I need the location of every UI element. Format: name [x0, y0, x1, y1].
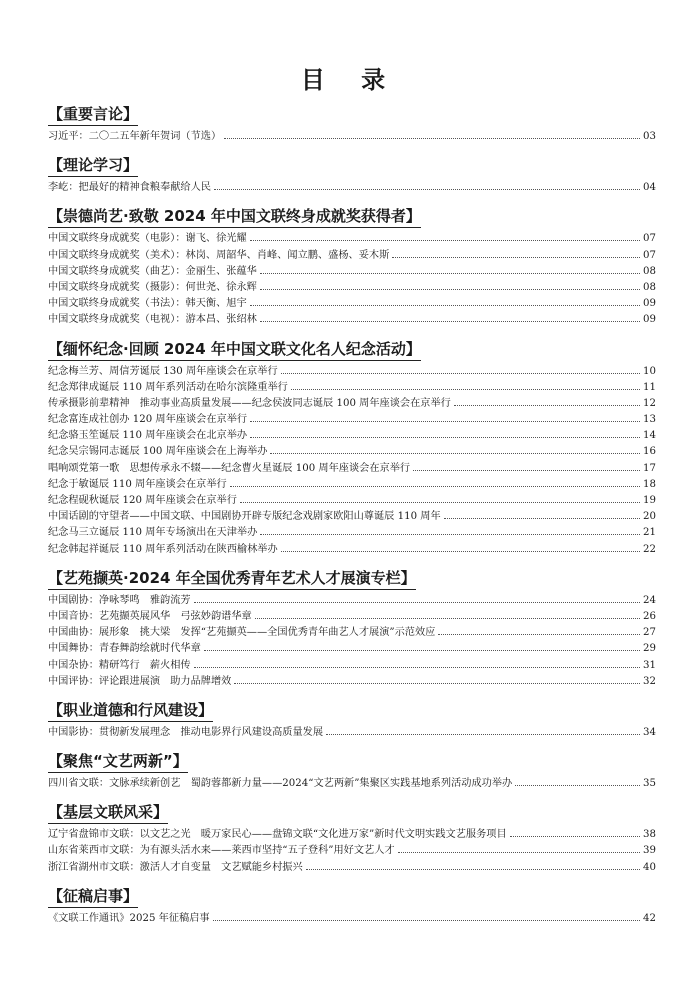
toc-entry[interactable]: [48, 625, 656, 641]
entry-title: 传承摄影前辈精神 推动事业高质量发展——纪念侯波同志诞辰 100 周年座谈会在京举行: [48, 397, 451, 409]
dot-leader: [281, 551, 640, 552]
entry-page-number: 21: [643, 527, 656, 539]
entry-title: 中国文联终身成就奖（电视）：游本昌、张绍林: [48, 314, 257, 326]
toc-entry[interactable]: [48, 509, 656, 525]
entry-title: 浙江省湖州市文联：激活人才自变量 文艺赋能乡村振兴: [48, 861, 303, 873]
toc-entry[interactable]: [48, 658, 656, 674]
entry-title: 中国文联终身成就奖（美术）：林岗、周韶华、肖峰、闻立鹏、盛杨、妥木斯: [48, 249, 390, 261]
dot-leader: [194, 667, 640, 668]
section-heading: 【崇德尚艺·致敬 2024 年中国文联终身成就奖获得者】: [48, 206, 421, 228]
entry-title: 中国音协：艺苑撷英展风华 弓弦妙韵谱华章: [48, 610, 252, 622]
toc-entry[interactable]: [48, 843, 656, 859]
toc-entry[interactable]: [48, 641, 656, 657]
toc-entry[interactable]: [48, 280, 656, 296]
toc-section: [48, 886, 656, 927]
entry-page-number: 29: [643, 643, 656, 655]
toc-entry[interactable]: [48, 248, 656, 264]
entry-title: 纪念梅兰芳、周信芳诞辰 130 周年座谈会在京举行: [48, 365, 278, 377]
entry-title: 中国文联终身成就奖（书法）：韩天衡、旭宇: [48, 298, 247, 310]
entry-page-number: 08: [643, 265, 656, 277]
toc-section: [48, 568, 656, 690]
entry-title: 中国文联终身成就奖（电影）：谢飞、徐光耀: [48, 233, 247, 245]
entry-title: 中国剧协：净咏琴鸣 雅韵流芳: [48, 594, 191, 606]
entry-page-number: 38: [643, 829, 656, 841]
dot-leader: [250, 421, 640, 422]
entry-title: 辽宁省盘锦市文联：以文艺之光 暖万家民心——盘锦文联“文化进万家”新时代文明实践文艺服务项目: [48, 829, 507, 841]
dot-leader: [224, 138, 640, 139]
entry-title: 中国文联终身成就奖（摄影）：何世尧、徐永辉: [48, 281, 257, 293]
section-heading: 【职业道德和行风建设】: [48, 700, 213, 722]
dot-leader: [240, 502, 640, 503]
entry-page-number: 17: [643, 462, 656, 474]
dot-leader: [250, 305, 640, 306]
toc-entry[interactable]: [48, 827, 656, 843]
entry-title: 中国文联终身成就奖（曲艺）：金丽生、张蕴华: [48, 265, 257, 277]
toc-section: [48, 155, 656, 196]
section-heading: 【艺苑撷英·2024 年全国优秀青年艺术人才展演专栏】: [48, 568, 416, 590]
dot-leader: [230, 486, 640, 487]
entry-title: 李屹：把最好的精神食粮奉献给人民: [48, 182, 211, 194]
entry-page-number: 26: [643, 610, 656, 622]
entry-page-number: 07: [643, 233, 656, 245]
section-heading: 【征稿启事】: [48, 886, 138, 908]
toc-section: [48, 339, 656, 558]
dot-leader: [291, 389, 640, 390]
dot-leader: [306, 869, 640, 870]
entry-title: 唱响颂党第一歌 思想传承永不辍——纪念曹火星诞辰 100 周年座谈会在京举行: [48, 462, 411, 474]
entry-title: 中国话剧的守望者——中国文联、中国剧协开辟专版纪念戏剧家欧阳山尊诞辰 110 周年: [48, 511, 441, 523]
dot-leader: [510, 836, 640, 837]
toc-entry[interactable]: [48, 428, 656, 444]
entry-page-number: 42: [643, 912, 656, 924]
dot-leader: [204, 650, 640, 651]
dot-leader: [260, 321, 640, 322]
entry-page-number: 13: [643, 414, 656, 426]
entry-page-number: 08: [643, 281, 656, 293]
toc-entry[interactable]: [48, 860, 656, 876]
dot-leader: [281, 373, 640, 374]
entry-page-number: 14: [643, 430, 656, 442]
toc-section: [48, 802, 656, 876]
toc-entry[interactable]: [48, 477, 656, 493]
dot-leader: [250, 437, 640, 438]
toc-entry[interactable]: [48, 296, 656, 312]
dot-leader: [194, 602, 640, 603]
entry-page-number: 32: [643, 675, 656, 687]
dot-leader: [515, 785, 640, 786]
toc-entry[interactable]: [48, 776, 656, 792]
entry-title: 纪念富连成社创办 120 周年座谈会在京举行: [48, 414, 248, 426]
toc-entry[interactable]: [48, 412, 656, 428]
toc-entry[interactable]: [48, 129, 656, 145]
dot-leader: [438, 634, 640, 635]
entry-title: 中国曲协：展形象 挑大梁 发挥“艺苑撷英——全国优秀青年曲艺人才展演”示范效应: [48, 627, 436, 639]
dot-leader: [260, 273, 640, 274]
entry-page-number: 31: [643, 659, 656, 671]
dot-leader: [454, 405, 640, 406]
entry-page-number: 07: [643, 249, 656, 261]
entry-page-number: 40: [643, 861, 656, 873]
toc-section: [48, 206, 656, 328]
entry-title: 纪念程砚秋诞辰 120 周年座谈会在京举行: [48, 495, 237, 506]
dot-leader: [392, 257, 640, 258]
entry-page-number: 03: [643, 131, 656, 142]
section-heading: 【缅怀纪念·回顾 2024 年中国文联文化名人纪念活动】: [48, 339, 421, 361]
entry-page-number: 04: [643, 182, 656, 194]
toc-entry[interactable]: [48, 525, 656, 541]
dot-leader: [260, 534, 640, 535]
entry-title: 中国评协：评论跟进展演 助力品牌增效: [48, 675, 232, 687]
entry-title: 中国杂协：精研笃行 薪火相传: [48, 659, 191, 671]
entry-title: 纪念吴宗锡同志诞辰 100 周年座谈会在上海举办: [48, 446, 268, 458]
section-heading: 【基层文联风采】: [48, 802, 168, 824]
entry-title: 《文联工作通讯》2025 年征稿启事: [48, 912, 210, 924]
entry-page-number: 12: [643, 397, 656, 409]
dot-leader: [413, 470, 640, 471]
entry-page-number: 22: [643, 543, 656, 555]
toc-entry[interactable]: [48, 180, 656, 196]
dot-leader: [444, 518, 640, 519]
entry-page-number: 20: [643, 511, 656, 523]
page-title: 目 录: [300, 66, 400, 94]
entry-page-number: 27: [643, 627, 656, 639]
dot-leader: [213, 920, 640, 921]
entry-page-number: 11: [643, 381, 656, 393]
toc-entry[interactable]: [48, 542, 656, 558]
dot-leader: [214, 189, 640, 190]
toc-entry[interactable]: [48, 380, 656, 396]
toc-entry[interactable]: [48, 911, 656, 927]
toc-section: [48, 104, 656, 145]
entry-title: 纪念郑律成诞辰 110 周年系列活动在哈尔滨隆重举行: [48, 381, 288, 393]
dot-leader: [250, 240, 640, 241]
toc-entry[interactable]: [48, 364, 656, 380]
entry-page-number: 09: [643, 314, 656, 326]
entry-title: 纪念骆玉笙诞辰 110 周年座谈会在北京举办: [48, 430, 248, 442]
entry-page-number: 34: [643, 726, 656, 738]
entry-page-number: 24: [643, 594, 656, 606]
entry-title: 中国舞协：青春舞韵绘就时代华章: [48, 643, 201, 655]
toc-section: [48, 751, 656, 792]
entry-page-number: 10: [643, 365, 656, 377]
toc-entry[interactable]: [48, 461, 656, 477]
toc-entry[interactable]: [48, 312, 656, 328]
dot-leader: [270, 453, 640, 454]
toc-section: [48, 700, 656, 741]
section-heading: 【重要言论】: [48, 104, 138, 126]
section-heading: 【理论学习】: [48, 155, 138, 177]
entry-page-number: 18: [643, 478, 656, 490]
entry-page-number: 09: [643, 298, 656, 310]
toc-entry[interactable]: [48, 609, 656, 625]
entry-page-number: 16: [643, 446, 656, 458]
entry-page-number: 39: [643, 845, 656, 857]
toc-entry[interactable]: [48, 674, 656, 690]
entry-title: 纪念韩起祥诞辰 110 周年系列活动在陕西榆林举办: [48, 543, 278, 555]
toc-entry[interactable]: [48, 396, 656, 412]
dot-leader: [260, 289, 640, 290]
entry-page-number: 19: [643, 495, 656, 506]
toc-entry[interactable]: [48, 593, 656, 609]
dot-leader: [326, 734, 640, 735]
entry-title: 纪念马三立诞辰 110 周年专场演出在天津举办: [48, 527, 258, 539]
toc-entry[interactable]: [48, 444, 656, 460]
toc-sections: [48, 104, 656, 937]
entry-title: 四川省文联：文脉承续新创艺 蜀韵蓉都新力量——2024“文艺两新”集聚区实践基地系列活动成功举办: [48, 778, 513, 790]
dot-leader: [234, 683, 640, 684]
section-heading: 【聚焦“文艺两新”】: [48, 751, 188, 773]
entry-page-number: 35: [643, 778, 656, 790]
entry-title: 中国影协：贯彻新发展理念 推动电影界行风建设高质量发展: [48, 726, 324, 738]
entry-title: 纪念于敏诞辰 110 周年座谈会在京举行: [48, 478, 227, 490]
entry-title: 山东省莱西市文联：为有源头活水来——莱西市坚持“五子登科”用好文艺人才: [48, 845, 395, 857]
toc-entry[interactable]: [48, 725, 656, 741]
dot-leader: [255, 618, 640, 619]
toc-entry[interactable]: [48, 493, 656, 509]
toc-entry[interactable]: [48, 231, 656, 247]
toc-entry[interactable]: [48, 264, 656, 280]
entry-title: 习近平：二〇二五年新年贺词（节选）: [48, 131, 222, 142]
dot-leader: [398, 852, 640, 853]
